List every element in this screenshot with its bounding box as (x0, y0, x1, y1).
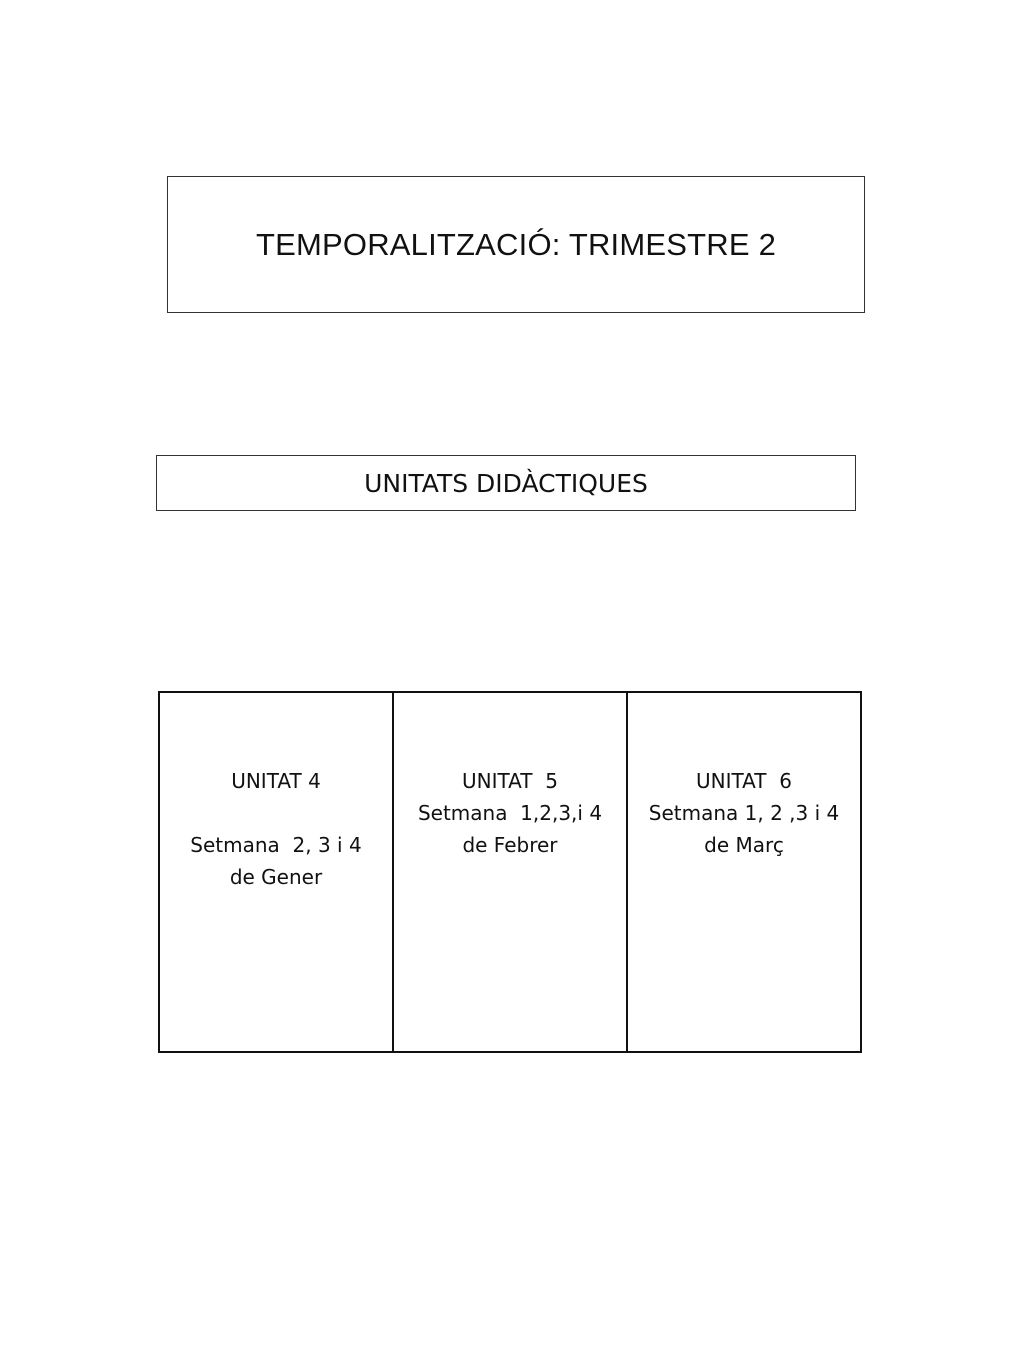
title-box (167, 176, 865, 313)
unit-spacer (160, 797, 392, 829)
unit-weeks: Setmana 1,2,3,i 4 (417, 801, 603, 825)
page-title: TEMPORALITZACIÓ: TRIMESTRE 2 (255, 226, 777, 262)
units-table (158, 691, 862, 1053)
section-heading: UNITATS DIDÀCTIQUES (364, 468, 648, 498)
unit-month: de Gener (229, 865, 323, 889)
unit-month: de Febrer (462, 833, 558, 857)
subtitle-box (156, 455, 856, 511)
unit-name: UNITAT 5 (462, 769, 558, 793)
unit-cell-6 (626, 693, 860, 1051)
unit-weeks: Setmana 1, 2 ,3 i 4 (648, 801, 840, 825)
unit-month: de Març (704, 833, 784, 857)
unit-weeks: Setmana 2, 3 i 4 (190, 833, 362, 857)
unit-name: UNITAT 4 (231, 769, 321, 793)
unit-name: UNITAT 6 (696, 769, 792, 793)
unit-cell-5 (392, 693, 626, 1051)
unit-cell-4 (160, 693, 392, 1051)
